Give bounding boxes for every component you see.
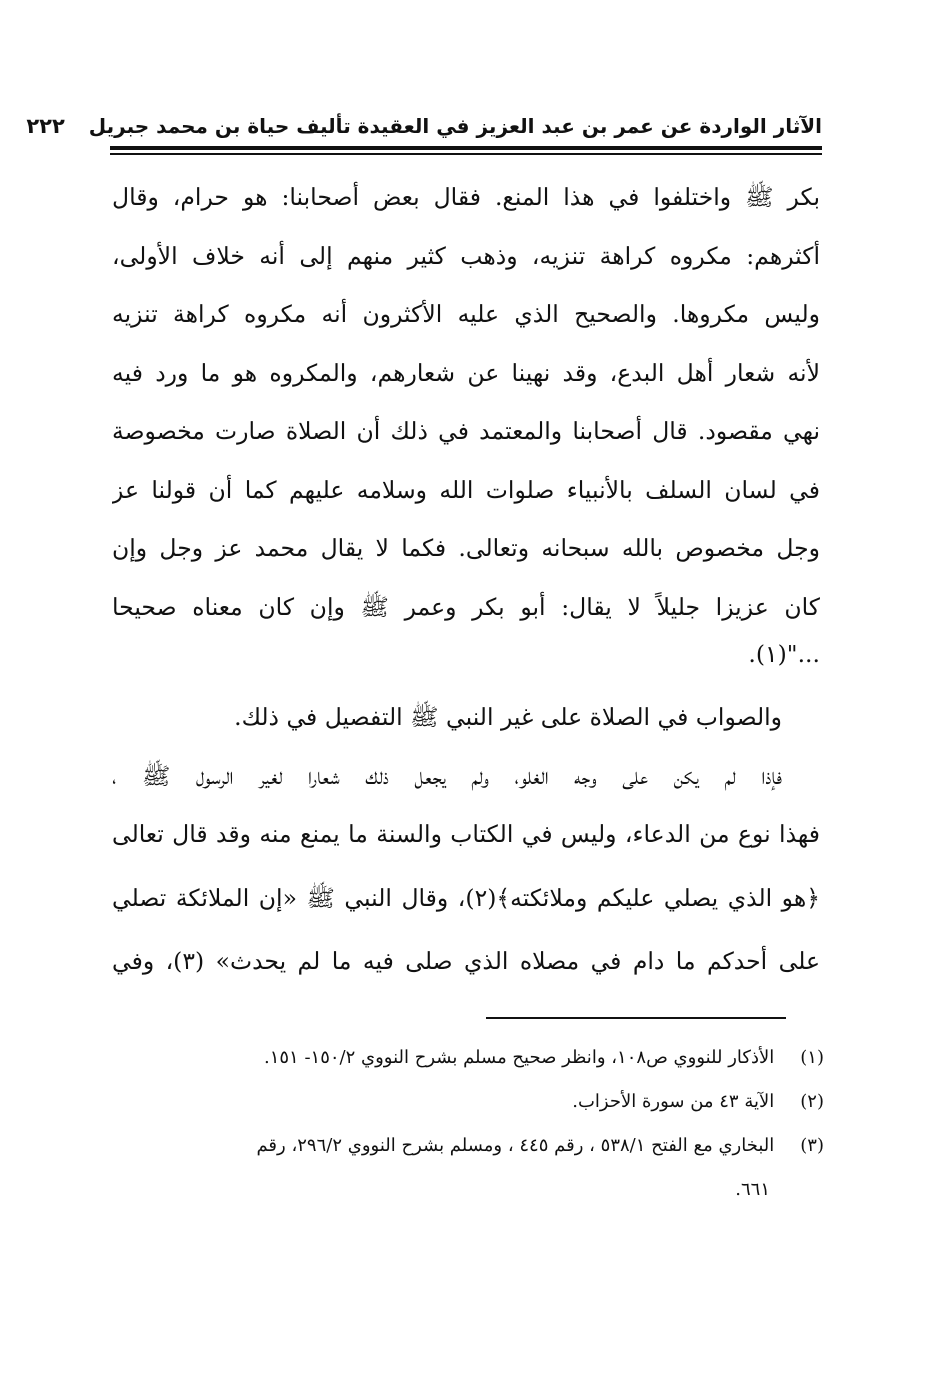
header-title: الآثار الواردة عن عمر بن عبد العزيز في العقيدة تأليف حياة بن محمد جبريل	[88, 114, 822, 138]
footnote-marker: (١)	[800, 1047, 824, 1068]
footnote-text: الآية ٤٣ من سورة الأحزاب.	[572, 1091, 775, 1112]
text-line: فإذا لم يكن على وجه الغلو، ولم يجعل ذلك شعارا لغير الرسول ﷺ ،	[112, 761, 783, 790]
text-line: ﴿هو الذي يصلي عليكم وملائكته﴾(٢)، وقال النبي ﷺ «إن الملائكة تصلي	[112, 883, 820, 912]
footnotes	[112, 1036, 824, 1212]
text-line: والصواب في الصلاة على غير النبي ﷺ التفصيل في ذلك.	[234, 703, 782, 731]
footnote-text: البخاري مع الفتح ٥٣٨/١ ، رقم ٤٤٥ ، ومسلم بشرح النووي ٢٩٦/٢، رقم	[256, 1135, 775, 1156]
text-line: وليس مكروها. والصحيح الذي عليه الأكثرون أنه مكروه كراهة تنزيه	[112, 300, 820, 328]
text-line: أكثرهم: مكروه كراهة تنزيه، وذهب كثير منهم إلى أنه خلاف الأولى،	[112, 241, 820, 270]
running-header	[26, 108, 822, 144]
footnote-2	[112, 1080, 824, 1124]
header-rule-thin	[110, 153, 822, 155]
text-line: كان عزيزا جليلاً لا يقال: أبو بكر وعمر ﷺ وإن كان معناه صحيحا	[112, 592, 820, 621]
footnote-text: الأذكار للنووي ص١٠٨، وانظر صحيح مسلم بشرح النووي ١٥٠/٢- ١٥١.	[263, 1047, 775, 1068]
text-line: نهي مقصود. قال أصحابنا والمعتمد في ذلك أن الصلاة صارت مخصوصة	[112, 417, 820, 445]
header-rule-thick	[110, 146, 822, 150]
text-line: وجل مخصوص بالله سبحانه وتعالى. فكما لا يقال محمد عز وجل وإن	[112, 534, 820, 562]
text-line: فهذا نوع من الدعاء، وليس في الكتاب والسنة ما يمنع منه وقد قال تعالى	[112, 820, 820, 848]
body-text	[112, 168, 820, 990]
text-line: ..."(١).	[748, 640, 820, 668]
text-line: لأنه شعار أهل البدع، وقد نهينا عن شعارهم، والمكروه هو ما ورد فيه	[112, 358, 820, 387]
text-line: في لسان السلف بالأنبياء صلوات الله وسلامه عليهم كما أن قولنا عز	[112, 475, 820, 504]
footnote-3-continuation: ٦٦١.	[735, 1179, 770, 1200]
footnote-1	[112, 1036, 824, 1080]
footnote-3	[112, 1124, 824, 1168]
footnote-marker: (٢)	[800, 1091, 824, 1112]
text-line: بكر ﷺ واختلفوا في هذا المنع. فقال بعض أصحابنا: هو حرام، وقال	[112, 183, 820, 211]
footnote-marker: (٣)	[800, 1135, 824, 1156]
text-line: على أحدكم ما دام في مصلاه الذي صلى فيه ما لم يحدث» (٣)، وفي	[112, 946, 820, 975]
footnote-separator	[486, 1017, 786, 1019]
page-number: ٢٢٢	[26, 114, 65, 138]
